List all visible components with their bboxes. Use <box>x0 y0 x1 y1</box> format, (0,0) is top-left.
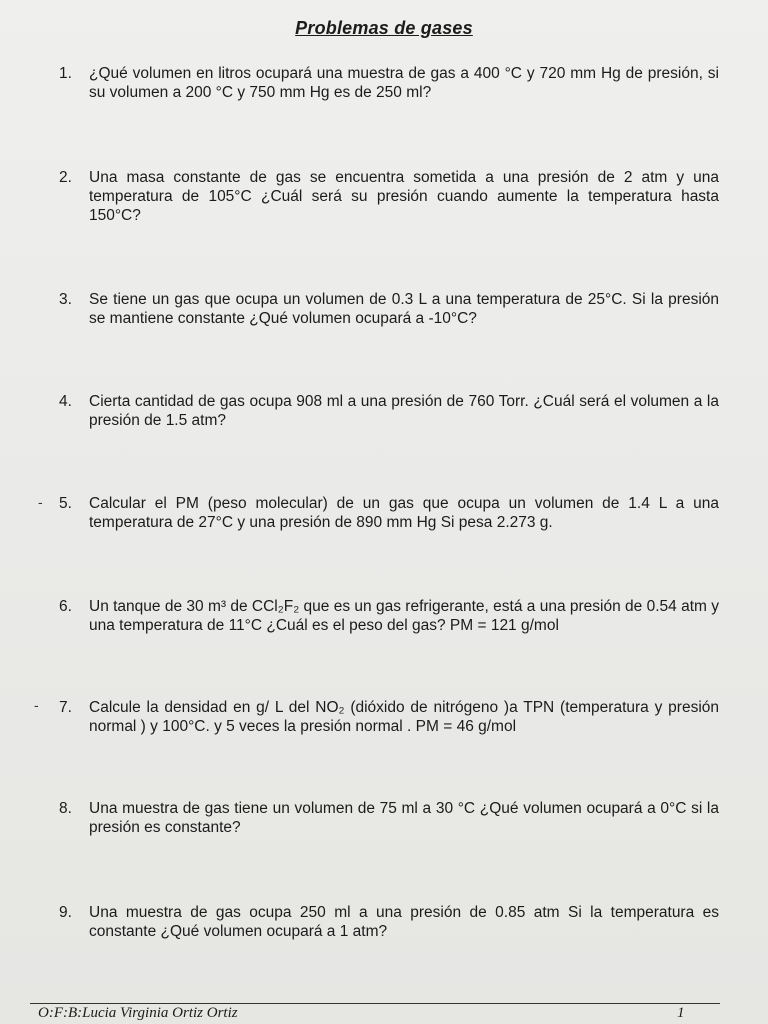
problem-text: Se tiene un gas que ocupa un volumen de 0.3 L a una temperatura de 25°C. Si la presión se mantiene constante ¿Qué volumen ocupará a -10°C? <box>89 291 719 327</box>
problem-text: Una muestra de gas ocupa 250 ml a una presión de 0.85 atm Si la temperatura es constante ¿Qué volumen ocupará a 1 atm? <box>89 904 719 940</box>
problem-7 <box>59 698 719 736</box>
page-title: Problemas de gases <box>295 18 473 38</box>
problem-5 <box>59 494 719 532</box>
margin-mark: - <box>38 494 43 510</box>
footer-divider <box>30 1003 720 1004</box>
problem-6 <box>59 597 719 635</box>
problem-number: 9. <box>59 904 72 921</box>
footer-author: O:F:B:Lucia Virginia Ortiz Ortiz <box>38 1005 238 1021</box>
problem-3 <box>59 290 719 328</box>
problem-text: Una masa constante de gas se encuentra sometida a una presión de 2 atm y una temperatura de 105°C ¿Cuál será su presión cuando aumente la temperatura hasta 150°C? <box>89 169 719 224</box>
problem-1 <box>59 64 719 102</box>
problem-8 <box>59 799 719 837</box>
margin-mark: - <box>34 697 39 713</box>
problem-number: 1. <box>59 65 72 82</box>
page-number: 1 <box>677 1005 685 1021</box>
problem-number: 2. <box>59 169 72 186</box>
problem-text: Calcular el PM (peso molecular) de un gas que ocupa un volumen de 1.4 L a una temperatura de 27°C y una presión de 890 mm Hg Si pesa 2.273 g. <box>89 495 719 531</box>
problem-number: 8. <box>59 800 72 817</box>
problem-text: Calcule la densidad en g/ L del NO₂ (dióxido de nitrógeno )a TPN (temperatura y presión normal ) y 100°C. y 5 veces la presión normal . PM = 46 g/mol <box>89 699 719 735</box>
problem-number: 5. <box>59 495 72 512</box>
problem-9 <box>59 903 719 941</box>
problem-number: 7. <box>59 699 72 716</box>
problem-4 <box>59 392 719 430</box>
problem-text: Una muestra de gas tiene un volumen de 75 ml a 30 °C ¿Qué volumen ocupará a 0°C si la presión es constante? <box>89 800 719 836</box>
problem-text: Cierta cantidad de gas ocupa 908 ml a una presión de 760 Torr. ¿Cuál será el volumen a la presión de 1.5 atm? <box>89 393 719 429</box>
problem-number: 6. <box>59 598 72 615</box>
problem-number: 4. <box>59 393 72 410</box>
problem-text: ¿Qué volumen en litros ocupará una muestra de gas a 400 °C y 720 mm Hg de presión, si su volumen a 200 °C y 750 mm Hg es de 250 ml? <box>89 65 719 101</box>
problem-text: Un tanque de 30 m³ de CCl₂F₂ que es un gas refrigerante, está a una presión de 0.54 atm y una temperatura de 11°C ¿Cuál es el peso del gas? PM = 121 g/mol <box>89 598 719 634</box>
problem-number: 3. <box>59 291 72 308</box>
problem-2 <box>59 168 719 225</box>
